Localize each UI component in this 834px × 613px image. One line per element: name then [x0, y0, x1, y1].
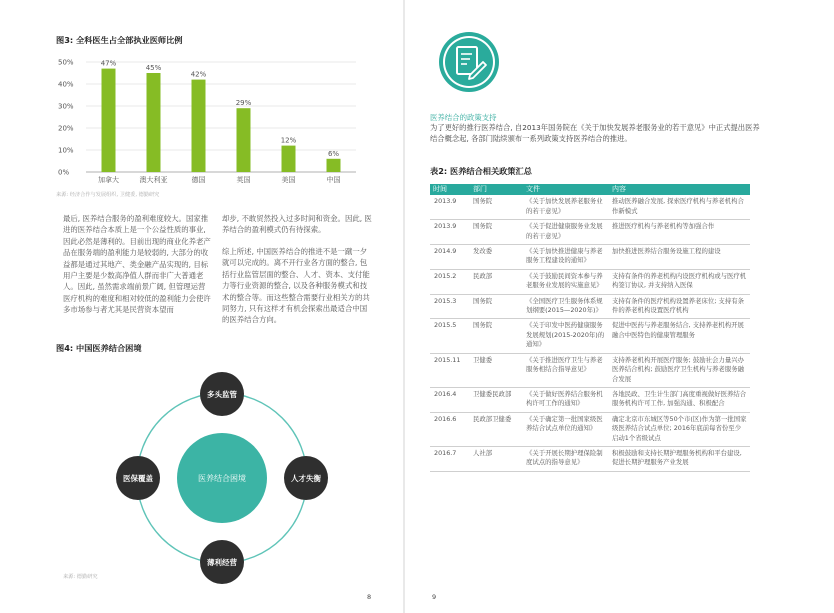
- bar: [237, 108, 251, 172]
- bottom-node-label: 薄利经营: [207, 558, 237, 567]
- cell-document: 《关于开展长期护理保险制度试点的指导意见》: [523, 446, 609, 471]
- cell-dept: 国务院: [470, 319, 523, 353]
- bar: [102, 69, 116, 172]
- policy-heading: 医养结合的政策支持: [430, 113, 497, 122]
- table-row: [430, 446, 750, 471]
- cell-document: 《关于加快发展养老服务业的若干意见》: [523, 195, 609, 219]
- bar: [282, 146, 296, 172]
- table-row: [430, 220, 750, 245]
- page-number-right: 9: [432, 593, 437, 601]
- data-label: 47%: [100, 59, 117, 68]
- table-row: [430, 195, 750, 219]
- bar: [192, 80, 206, 172]
- data-label: 6%: [327, 149, 340, 158]
- top-node-label: 多头监管: [207, 390, 237, 399]
- bar: [147, 73, 161, 172]
- table2-title: 表2: 医养结合相关政策汇总: [430, 166, 532, 176]
- cell-dept: 民政部: [470, 269, 523, 294]
- cell-content: 促进中医药与养老服务结合, 支持养老机构开展融合中医特色的健康管理服务: [609, 319, 750, 353]
- dilemma-diagram: [58, 356, 358, 588]
- fig3-source: 来源: 经济合作与发展组织, 卫健委, 德勤研究: [56, 192, 160, 198]
- x-tick-label: 澳大利亚: [139, 176, 168, 184]
- cell-time: 2013.9: [430, 195, 470, 219]
- cell-content: 积极鼓励和支持长期护理服务机构和平台建设, 促进长期护理服务产业发展: [609, 446, 750, 471]
- cell-document: 《关于印发中医药健康服务发展规划(2015-2020年)的通知》: [523, 319, 609, 353]
- y-tick-label: 50%: [58, 58, 74, 67]
- cell-content: 支持有条件的医疗机构设置养老床位; 支持有条件的养老机构设置医疗机构: [609, 294, 750, 319]
- cell-time: 2016.4: [430, 387, 470, 412]
- document-pen-icon: [437, 30, 501, 94]
- cell-content: 推动医养融合发展, 探索医疗机构与养老机构合作新模式: [609, 195, 750, 219]
- cell-content: 确定北京市东城区等50个市(区)作为第一批国家级医养结合试点单位; 2016年底前每省份至少启动1个省级试点: [609, 412, 750, 446]
- cell-time: 2016.7: [430, 446, 470, 471]
- cell-time: 2015.3: [430, 294, 470, 319]
- center-label: 医养结合困境: [198, 474, 246, 483]
- page-number-left: 8: [367, 593, 372, 601]
- cell-content: 各地民政、卫生计生部门高度重视做好医养结合服务机构许可工作, 加强沟通、积极配合: [609, 387, 750, 412]
- y-tick-label: 30%: [58, 102, 74, 111]
- header-time: 时间: [430, 184, 470, 195]
- header-content: 内容: [609, 184, 750, 195]
- header-dept: 部门: [470, 184, 523, 195]
- y-tick-label: 10%: [58, 146, 74, 155]
- table-row: [430, 245, 750, 270]
- policy-table: [430, 184, 750, 472]
- cell-document: 《关于促进健康服务业发展的若干意见》: [523, 220, 609, 245]
- cell-dept: 卫健委民政部: [470, 387, 523, 412]
- cell-time: 2015.5: [430, 319, 470, 353]
- cell-document: 《全国医疗卫生服务体系规划纲要(2015—2020年)》: [523, 294, 609, 319]
- x-tick-label: 加拿大: [98, 176, 119, 184]
- cell-document: 《关于做好医养结合服务机构许可工作的通知》: [523, 387, 609, 412]
- data-label: 42%: [190, 70, 207, 79]
- cell-document: 《关于鼓励民间资本参与养老服务业发展的实施意见》: [523, 269, 609, 294]
- table-header-row: [430, 184, 750, 195]
- x-tick-label: 德国: [191, 176, 206, 184]
- cell-time: 2013.9: [430, 220, 470, 245]
- y-tick-label: 0%: [58, 168, 70, 177]
- bar: [327, 159, 341, 172]
- left-node-label: 医保覆盖: [123, 474, 153, 483]
- cell-time: 2015.2: [430, 269, 470, 294]
- table-row: [430, 319, 750, 353]
- cell-document: 《关于加快推进健康与养老服务工程建设的通知》: [523, 245, 609, 270]
- cell-dept: 国务院: [470, 195, 523, 219]
- fig3-title: 图3: 全科医生占全部执业医师比例: [56, 35, 183, 45]
- cell-dept: 国务院: [470, 220, 523, 245]
- cell-document: 《关于确定第一批国家级医养结合试点单位的通知》: [523, 412, 609, 446]
- bar-chart: [56, 50, 368, 190]
- x-tick-label: 英国: [236, 176, 251, 184]
- table-row: [430, 387, 750, 412]
- cell-dept: 民政部卫健委: [470, 412, 523, 446]
- fig4-title: 图4: 中国医养结合困境: [56, 343, 142, 353]
- policy-text: 为了更好的推行医养结合, 自2013年国务院在《关于加快发展养老服务业的若干意见》中正式提出医养结合概念起, 各部门陆续颁布一系列政策支持医养结合的推进。: [430, 123, 760, 143]
- x-tick-label: 美国: [281, 176, 296, 184]
- data-label: 12%: [280, 136, 297, 145]
- table-row: [430, 294, 750, 319]
- cell-time: 2015.11: [430, 353, 470, 387]
- cell-content: 推进医疗机构与养老机构等加强合作: [609, 220, 750, 245]
- cell-dept: 国务院: [470, 294, 523, 319]
- paragraph-col1: 最后, 医养结合服务的盈利难度较大。国家推进的医养结合本质上是一个公益性质的事业, 因此必然是薄利的。目前出现的商业化养老产品在服务端的盈利能力是较弱的, 大部分的收益都是通过其地产、类金融产品实现的, 目标用户主要是少数高净值人群而非广大普通老人。因此, 虽然需求端前景广阔, 但管理运营医疗机构的难度和相对较低的盈利能力会使许多市场参与者尤其是民营资本望而: [63, 214, 211, 315]
- header-document: 文件: [523, 184, 609, 195]
- fig4-source: 来源: 德勤研究: [63, 574, 98, 580]
- table-row: [430, 412, 750, 446]
- cell-content: 支持养老机构开展医疗服务; 鼓励社会力量兴办医养结合机构; 鼓励医疗卫生机构与养老服务融合发展: [609, 353, 750, 387]
- cell-time: 2014.9: [430, 245, 470, 270]
- cell-dept: 卫健委: [470, 353, 523, 387]
- data-label: 45%: [145, 64, 162, 72]
- cell-dept: 发改委: [470, 245, 523, 270]
- cell-dept: 人社部: [470, 446, 523, 471]
- paragraph-col2-summary: 综上所述, 中国医养结合的推进不是一蹴一夕就可以完成的。离不开行业各方面的整合, 包括行业监管层面的整合、人才、资本、支付能力等行业资源的整合, 以及各种服务模式和技术的整合等。而这些整合需要行业相关方的共同努力, 只有这样才有机会探索出最适合中国的医养结合方向。: [222, 247, 370, 325]
- table-row: [430, 353, 750, 387]
- right-node-label: 人才失衡: [291, 474, 321, 483]
- paragraph-col2: 却步, 不敢贸然投入过多时间和资金。因此, 医养结合的盈利模式仍有待探索。: [222, 214, 372, 235]
- y-tick-label: 40%: [58, 80, 74, 89]
- cell-content: 加快推进医养结合服务设施工程的建设: [609, 245, 750, 270]
- x-tick-label: 中国: [326, 176, 341, 184]
- cell-time: 2016.6: [430, 412, 470, 446]
- table-row: [430, 269, 750, 294]
- y-tick-label: 20%: [58, 124, 74, 133]
- cell-content: 支持有条件的养老机构内设医疗机构或与医疗机构签订协议, 并支持纳入医保: [609, 269, 750, 294]
- data-label: 29%: [235, 99, 252, 108]
- cell-document: 《关于推进医疗卫生与养老服务相结合指导意见》: [523, 353, 609, 387]
